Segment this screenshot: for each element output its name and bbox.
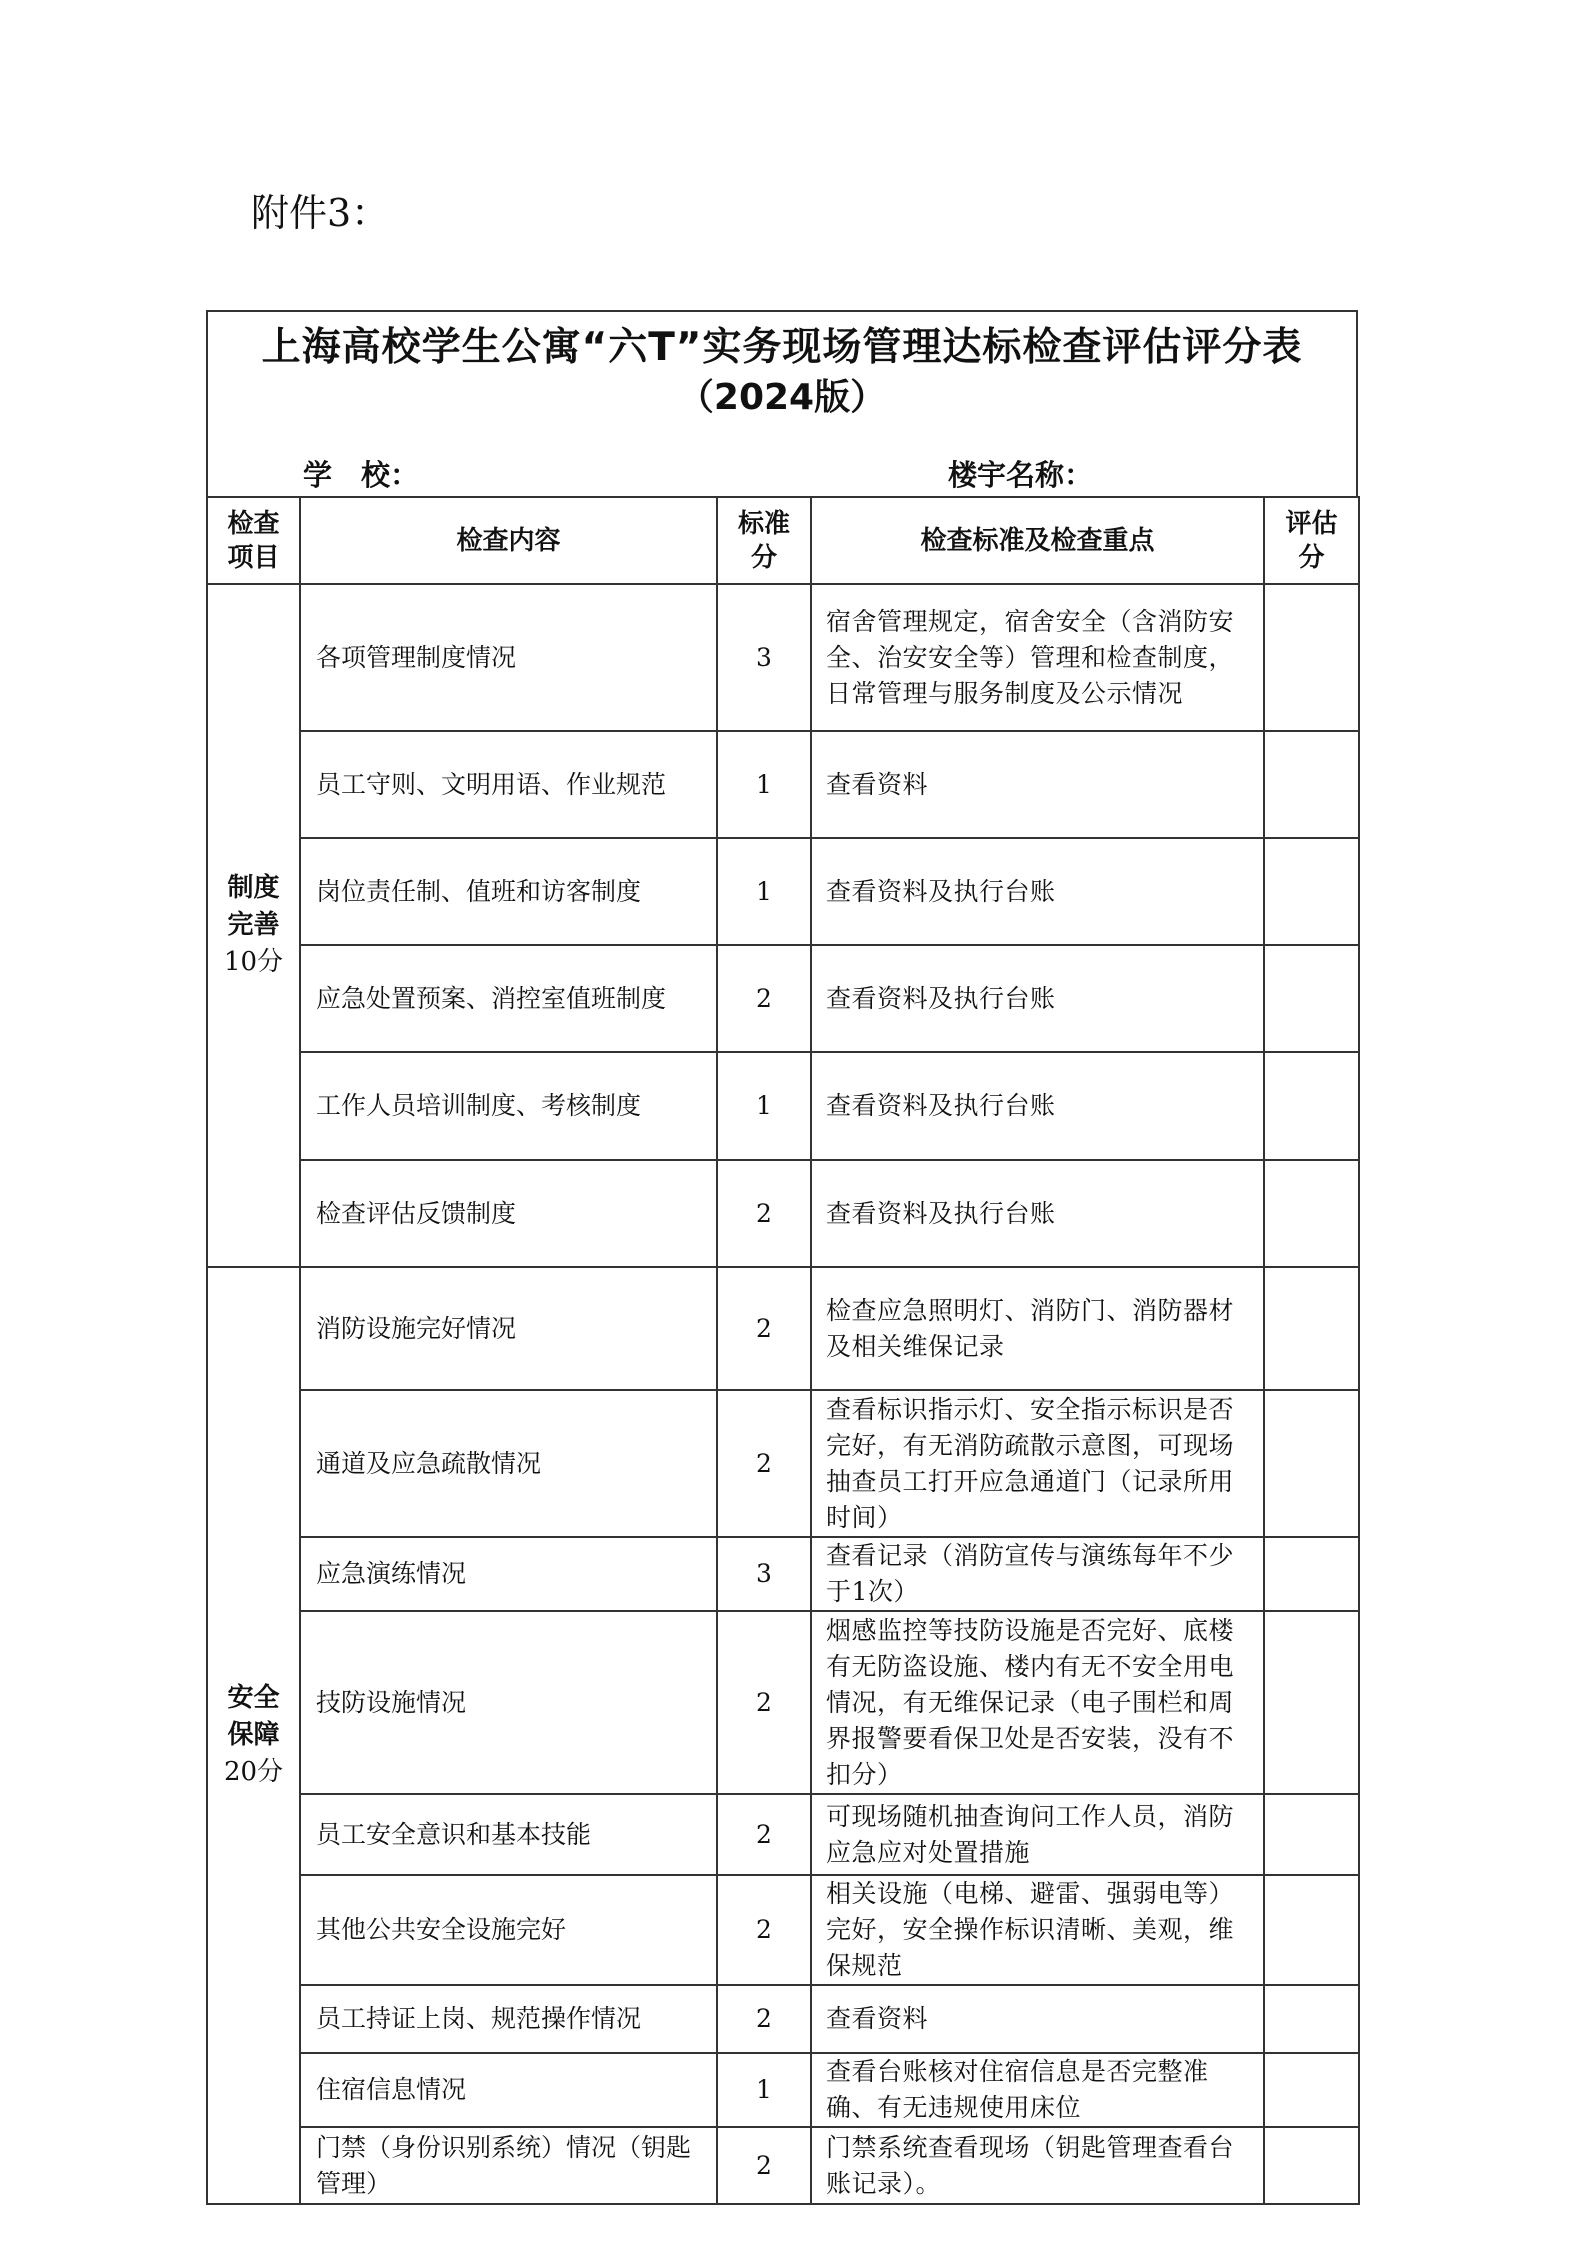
- criteria-cell: 检查应急照明灯、消防门、消防器材及相关维保记录: [811, 1267, 1264, 1390]
- building-name-field-label: 楼宇名称：: [948, 458, 1094, 492]
- table-row: [207, 1611, 1359, 1794]
- standard-score-cell: 2: [717, 1985, 811, 2053]
- table-row: [207, 2053, 1359, 2127]
- category-name-line2: 完善: [227, 910, 280, 940]
- table-row: [207, 1052, 1359, 1160]
- category-cell: [207, 584, 300, 1267]
- criteria-cell: 烟感监控等技防设施是否完好、底楼有无防盗设施、楼内有无不安全用电情况，有无维保记录（电子围栏和周界报警要看保卫处是否安装，没有不扣分）: [811, 1611, 1264, 1794]
- criteria-cell: 查看资料: [811, 731, 1264, 838]
- content-cell: 岗位责任制、值班和访客制度: [300, 838, 717, 945]
- table-header-row: [207, 497, 1359, 584]
- criteria-cell: 宿舍管理规定，宿舍安全（含消防安全、治安安全等）管理和检查制度，日常管理与服务制度及公示情况: [811, 584, 1264, 731]
- evaluation-score-cell[interactable]: [1264, 1267, 1359, 1390]
- content-cell: 通道及应急疏散情况: [300, 1390, 717, 1537]
- evaluation-score-cell[interactable]: [1264, 945, 1359, 1052]
- table-row: [207, 1794, 1359, 1875]
- form-header: [206, 310, 1358, 496]
- header-criteria: 检查标准及检查重点: [811, 497, 1264, 584]
- content-cell: 其他公共安全设施完好: [300, 1875, 717, 1985]
- scoring-table: [206, 496, 1360, 2205]
- content-cell: 住宿信息情况: [300, 2053, 717, 2127]
- evaluation-score-cell[interactable]: [1264, 1794, 1359, 1875]
- table-row: [207, 1985, 1359, 2053]
- standard-score-cell: 2: [717, 1794, 811, 1875]
- header-content: 检查内容: [300, 497, 717, 584]
- standard-score-cell: 2: [717, 945, 811, 1052]
- evaluation-score-cell[interactable]: [1264, 1537, 1359, 1611]
- content-cell: 员工持证上岗、规范操作情况: [300, 1985, 717, 2053]
- header-evaluation-line2: 分: [1298, 542, 1325, 573]
- content-cell: 工作人员培训制度、考核制度: [300, 1052, 717, 1160]
- content-cell: 应急演练情况: [300, 1537, 717, 1611]
- table-row: [207, 2127, 1359, 2204]
- standard-score-cell: 1: [717, 838, 811, 945]
- standard-score-cell: 1: [717, 731, 811, 838]
- content-cell: 技防设施情况: [300, 1611, 717, 1794]
- evaluation-score-cell[interactable]: [1264, 1875, 1359, 1985]
- header-category-line2: 项目: [227, 542, 280, 573]
- criteria-cell: 查看标识指示灯、安全指示标识是否完好，有无消防疏散示意图，可现场抽查员工打开应急通道门（记录所用时间）: [811, 1390, 1264, 1537]
- criteria-cell: 查看资料及执行台账: [811, 838, 1264, 945]
- criteria-cell: 查看资料: [811, 1985, 1264, 2053]
- header-standard-score-line1: 标准: [737, 508, 790, 539]
- criteria-cell: 查看记录（消防宣传与演练每年不少于1次）: [811, 1537, 1264, 1611]
- standard-score-cell: 2: [717, 1875, 811, 1985]
- standard-score-cell: 3: [717, 1537, 811, 1611]
- header-evaluation-line1: 评估: [1285, 508, 1338, 539]
- header-category: [207, 497, 300, 584]
- standard-score-cell: 2: [717, 1611, 811, 1794]
- criteria-cell: 查看资料及执行台账: [811, 1160, 1264, 1267]
- standard-score-cell: 1: [717, 1052, 811, 1160]
- table-row: [207, 838, 1359, 945]
- evaluation-score-cell[interactable]: [1264, 838, 1359, 945]
- table-row: [207, 1160, 1359, 1267]
- table-row: [207, 1875, 1359, 1985]
- content-cell: 检查评估反馈制度: [300, 1160, 717, 1267]
- table-row: [207, 945, 1359, 1052]
- category-total-score: 10分: [223, 947, 284, 977]
- evaluation-score-cell[interactable]: [1264, 1160, 1359, 1267]
- criteria-cell: 查看资料及执行台账: [811, 1052, 1264, 1160]
- standard-score-cell: 2: [717, 1160, 811, 1267]
- header-category-line1: 检查: [227, 508, 280, 539]
- evaluation-score-cell[interactable]: [1264, 1052, 1359, 1160]
- header-standard-score-line2: 分: [750, 542, 777, 573]
- category-name-line1: 安全: [227, 1683, 280, 1713]
- standard-score-cell: 1: [717, 2053, 811, 2127]
- table-row: [207, 731, 1359, 838]
- evaluation-score-cell[interactable]: [1264, 1390, 1359, 1537]
- standard-score-cell: 2: [717, 2127, 811, 2204]
- standard-score-cell: 2: [717, 1267, 811, 1390]
- table-row: [207, 1537, 1359, 1611]
- form-edition: （2024版）: [677, 377, 887, 418]
- table-row: [207, 1267, 1359, 1390]
- header-standard-score: [717, 497, 811, 584]
- category-total-score: 20分: [223, 1757, 284, 1787]
- category-name-line2: 保障: [227, 1720, 280, 1750]
- criteria-cell: 查看台账核对住宿信息是否完整准确、有无违规使用床位: [811, 2053, 1264, 2127]
- evaluation-score-cell[interactable]: [1264, 584, 1359, 731]
- criteria-cell: 门禁系统查看现场（钥匙管理查看台账记录）。: [811, 2127, 1264, 2204]
- evaluation-score-cell[interactable]: [1264, 731, 1359, 838]
- evaluation-score-cell[interactable]: [1264, 1611, 1359, 1794]
- criteria-cell: 可现场随机抽查询问工作人员，消防应急应对处置措施: [811, 1794, 1264, 1875]
- content-cell: 各项管理制度情况: [300, 584, 717, 731]
- category-cell: [207, 1267, 300, 2204]
- content-cell: 员工安全意识和基本技能: [300, 1794, 717, 1875]
- evaluation-score-cell[interactable]: [1264, 2127, 1359, 2204]
- standard-score-cell: 2: [717, 1390, 811, 1537]
- form-title: 上海高校学生公寓“六T”实务现场管理达标检查评估评分表: [261, 325, 1303, 370]
- standard-score-cell: 3: [717, 584, 811, 731]
- table-row: [207, 1390, 1359, 1537]
- criteria-cell: 查看资料及执行台账: [811, 945, 1264, 1052]
- criteria-cell: 相关设施（电梯、避雷、强弱电等）完好，安全操作标识清晰、美观，维保规范: [811, 1875, 1264, 1985]
- evaluation-score-cell[interactable]: [1264, 2053, 1359, 2127]
- content-cell: 应急处置预案、消控室值班制度: [300, 945, 717, 1052]
- content-cell: 员工守则、文明用语、作业规范: [300, 731, 717, 838]
- content-cell: 消防设施完好情况: [300, 1267, 717, 1390]
- evaluation-score-cell[interactable]: [1264, 1985, 1359, 2053]
- school-field-label: 学 校：: [303, 458, 420, 492]
- table-row: [207, 584, 1359, 731]
- annex-label: 附件3：: [251, 191, 390, 235]
- category-name-line1: 制度: [227, 873, 280, 903]
- content-cell: 门禁（身份识别系统）情况（钥匙管理）: [300, 2127, 717, 2204]
- header-evaluation: [1264, 497, 1359, 584]
